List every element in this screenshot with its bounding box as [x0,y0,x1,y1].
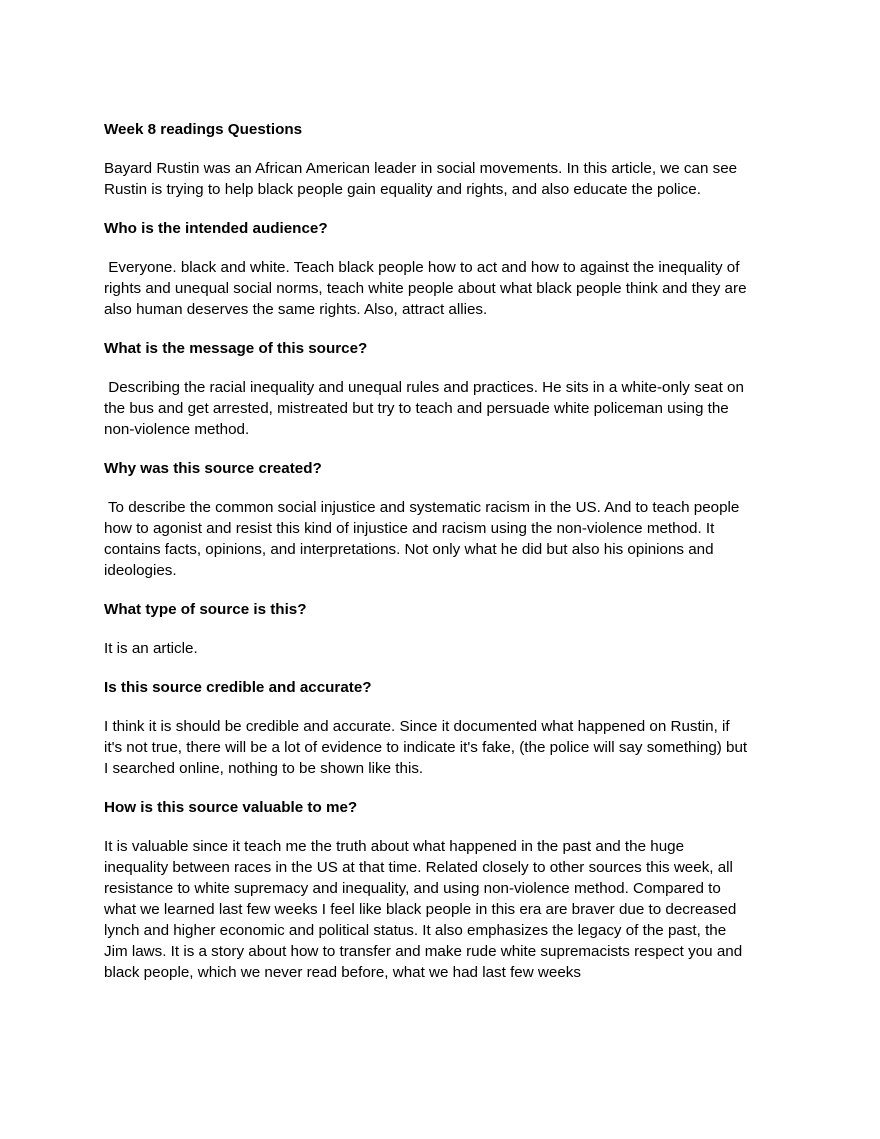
answer-paragraph [104,716,794,779]
answer-line: non-violence method. [104,421,250,438]
answer-line: Describing the racial inequality and unequal rules and practices. He sits in a white-only seat on [104,379,744,396]
intro-line: Rustin is trying to help black people gain equality and rights, and also educate the police. [104,181,701,198]
answer-line: how to agonist and resist this kind of injustice and racism using the non-violence method. It [104,520,715,537]
title-text: Week 8 readings Questions [104,121,303,138]
intro-line: Bayard Rustin was an African American leader in social movements. In this article, we can see [104,160,738,177]
question-heading [104,458,794,479]
question-text: Who is the intended audience? [104,220,328,237]
question-text: Is this source credible and accurate? [104,679,372,696]
answer-line: To describe the common social injustice and systematic racism in the US. And to teach people [104,499,740,516]
answer-line: black people, which we never read before, what we had last few weeks [104,964,581,981]
answer-line: I searched online, nothing to be shown like this. [104,760,424,777]
answer-paragraph [104,377,794,440]
question-text: Why was this source created? [104,460,322,477]
answer-line: rights and unequal social norms, teach white people about what black people think and they are [104,280,747,297]
answer-line: Everyone. black and white. Teach black people how to act and how to against the inequality of [104,259,740,276]
answer-line: I think it is should be credible and accurate. Since it documented what happened on Rustin, if [104,718,730,735]
question-heading [104,338,794,359]
question-heading [104,218,794,239]
question-text: What type of source is this? [104,601,307,618]
question-heading [104,677,794,698]
answer-line: contains facts, opinions, and interpretations. Not only what he did but also his opinions and [104,541,714,558]
answer-line: Jim laws. It is a story about how to transfer and make rude white supremacists respect you and [104,943,743,960]
answer-line: lynch and higher economic and political status. It also emphasizes the legacy of the past, the [104,922,727,939]
answer-line: inequality between races in the US at that time. Related closely to other sources this week, all [104,859,733,876]
question-text: How is this source valuable to me? [104,799,358,816]
answer-line: It is an article. [104,640,198,657]
question-heading [104,599,794,620]
answer-line: what we learned last few weeks I feel like black people in this era are braver due to decreased [104,901,737,918]
answer-line: resistance to white supremacy and inequality, and using non-violence method. Compared to [104,880,721,897]
intro-paragraph [104,158,794,200]
answer-paragraph [104,257,794,320]
answer-line: It is valuable since it teach me the truth about what happened in the past and the huge [104,838,685,855]
answer-line: the bus and get arrested, mistreated but try to teach and persuade white policeman using the [104,400,729,417]
document-page [104,119,794,1001]
question-heading [104,797,794,818]
qa-sections [104,218,794,983]
answer-line: it's not true, there will be a lot of evidence to indicate it's fake, (the police will say something) but [104,739,748,756]
question-text: What is the message of this source? [104,340,368,357]
answer-line: ideologies. [104,562,177,579]
answer-paragraph [104,836,794,983]
answer-line: also human deserves the same rights. Also, attract allies. [104,301,488,318]
answer-paragraph [104,497,794,581]
document-title [104,119,794,140]
answer-paragraph [104,638,794,659]
